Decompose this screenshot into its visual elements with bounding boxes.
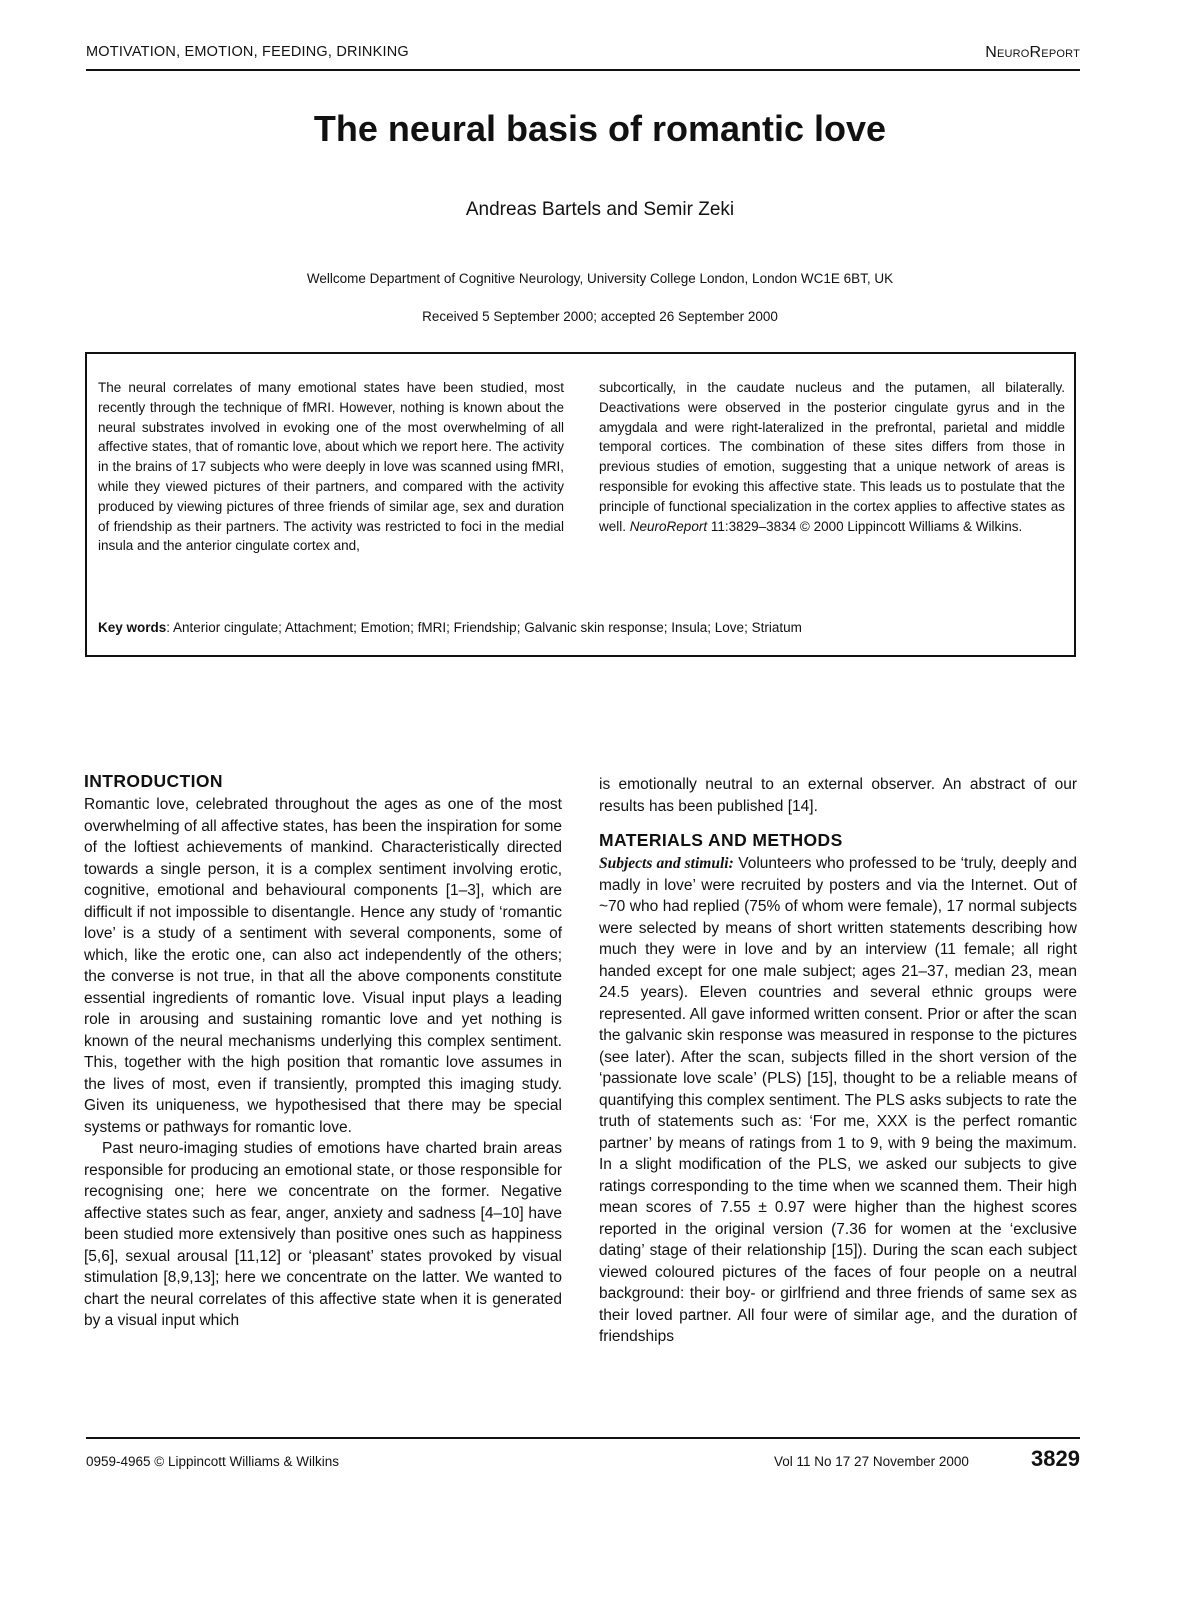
keywords xyxy=(98,620,1058,635)
citation-details: 11:3829–3834 © 2000 Lippincott Williams & Wilkins. xyxy=(710,518,1023,534)
intro-paragraph-3: is emotionally neutral to an external observer. An abstract of our results has been published [14]. xyxy=(599,776,1077,815)
page-number: 3829 xyxy=(1031,1446,1080,1471)
intro-paragraph-1: Romantic love, celebrated throughout the ages as one of the most overwhelming of all affective states, has been the inspiration for some of the loftiest achievements of mankind. Characteristically directed towards a single person, it is a complex sentiment involving erotic, cognitive, emotional and behavioural components [1–3], which are difficult if not impossible to disentangle. Hence any study of ‘romantic love’ is a study of a sentiment with several components, some of which, like the erotic one, can also act independently of the others; the converse is not true, in that all the above components constitute essential ingredients of romantic love. Visual input plays a leading role in arousing and sustaining romantic love and yet nothing is known of the neural mechanisms underlying this complex sentiment. This, together with the high position that romantic love assumes in the lives of most, even if transiently, prompted this imaging study. Given its uniqueness, we hypothesised that there may be special systems or pathways for romantic love. xyxy=(84,796,562,1136)
footer-issn: 0959-4965 © Lippincott Williams & Wilkins xyxy=(86,1454,340,1469)
body-column-left xyxy=(84,770,562,1332)
abstract-column-1: The neural correlates of many emotional states have been studied, most recently through the technique of fMRI. However, nothing is known about the neural substrates involved in evoking one of the most overwhelming of all affective states, that of romantic love, about which we report here. The activity in the brains of 17 subjects who were deeply in love was scanned using fMRI, while they viewed pictures of their partners, and compared with the activity produced by viewing pictures of three friends of similar age, sex and duration of friendship as their partners. The activity was restricted to foci in the medial insula and the anterior cingulate cortex and, xyxy=(98,380,564,554)
journal-name: NeuroReport xyxy=(985,44,1080,61)
section-label: MOTIVATION, EMOTION, FEEDING, DRINKING xyxy=(86,44,409,60)
footer-rule xyxy=(86,1437,1080,1439)
article-dates: Received 5 September 2000; accepted 26 September 2000 xyxy=(422,309,778,324)
body-column-right xyxy=(599,774,1077,1348)
intro-paragraph-2: Past neuro-imaging studies of emotions have charted brain areas responsible for producing an emotional state, or those responsible for recognising one; here we concentrate on the former. Negative affective states such as fear, anger, anxiety and sadness [4–10] have been studied more extensively than positive ones such as happiness [5,6], sexual arousal [11,12] or ‘pleasant’ states provoked by visual stimulation [8,9,13]; here we concentrate on the latter. We wanted to chart the neural correlates of this affective state when it is generated by a visual input which xyxy=(84,1140,562,1329)
abstract-box xyxy=(85,352,1076,657)
citation-journal: NeuroReport xyxy=(629,518,708,534)
methods-paragraph-text: Volunteers who professed to be ‘truly, deeply and madly in love’ were recruited by posters and via the Internet. Out of ~70 who had replied (75% of whom were female), 17 normal subjects were selected by means of short written statements describing how much they were in love and by an interview (11 female; all right handed except for one male subject; ages 21–37, median 23, mean 24.5 years). Eleven countries and several ethnic groups were represented. All gave informed written consent. Prior or after the scan the galvanic skin response was measured in response to the pictures (see later). After the scan, subjects filled in the short version of the ‘passionate love scale’ (PLS) [15], thought to be a reliable means of quantifying this complex sentiment. The PLS asks subjects to rate the truth of statements such as: ‘For me, XXX is the perfect romantic partner’ by means of ratings from 1 to 9, with 9 being the maximum. In a slight modification of the PLS, we asked our subjects to give ratings corresponding to the time when we scanned them. Their high mean scores of 7.55 ± 0.97 were higher than the highest scores reported in the original version (7.36 for women at the ‘exclusive dating’ stage of their relationship [15]). During the scan each subject viewed coloured pictures of the faces of four people on a neutral background: their boy- or girlfriend and three friends of same sex as their loved partner. All four were of similar age, and the duration of friendships xyxy=(599,855,1077,1345)
intro-heading: INTRODUCTION xyxy=(84,771,223,791)
keywords-label: Key words xyxy=(98,620,167,635)
abstract-column-2-text: subcortically, in the caudate nucleus and the putamen, all bilaterally. Deactivations were observed in the posterior cingulate gyrus and in the amygdala and were right-lateralized in the prefrontal, parietal and middle temporal cortices. The combination of these sites differs from those in previous studies of emotion, suggesting that a unique network of areas is responsible for evoking this affective state. This leads us to postulate that the principle of functional specialization in the cortex applies to affective states as well. xyxy=(599,380,1065,534)
article-authors: Andreas Bartels and Semir Zeki xyxy=(465,199,735,220)
abstract-column-2 xyxy=(599,378,1065,536)
running-head xyxy=(86,44,1080,66)
keywords-list: : Anterior cingulate; Attachment; Emotion; fMRI; Friendship; Galvanic skin response; Insula; Love; Striatum xyxy=(166,620,802,635)
article-affiliation: Wellcome Department of Cognitive Neurology, University College London, London WC1E 6BT, UK xyxy=(306,271,894,286)
methods-paragraph-1 xyxy=(599,853,1077,1348)
methods-heading: MATERIALS AND METHODS xyxy=(599,830,843,850)
footer-issue: Vol 11 No 17 27 November 2000 xyxy=(774,1454,969,1469)
methods-subhead: Subjects and stimuli: xyxy=(599,855,734,872)
header-rule xyxy=(86,69,1080,71)
article-title: The neural basis of romantic love xyxy=(313,108,887,149)
